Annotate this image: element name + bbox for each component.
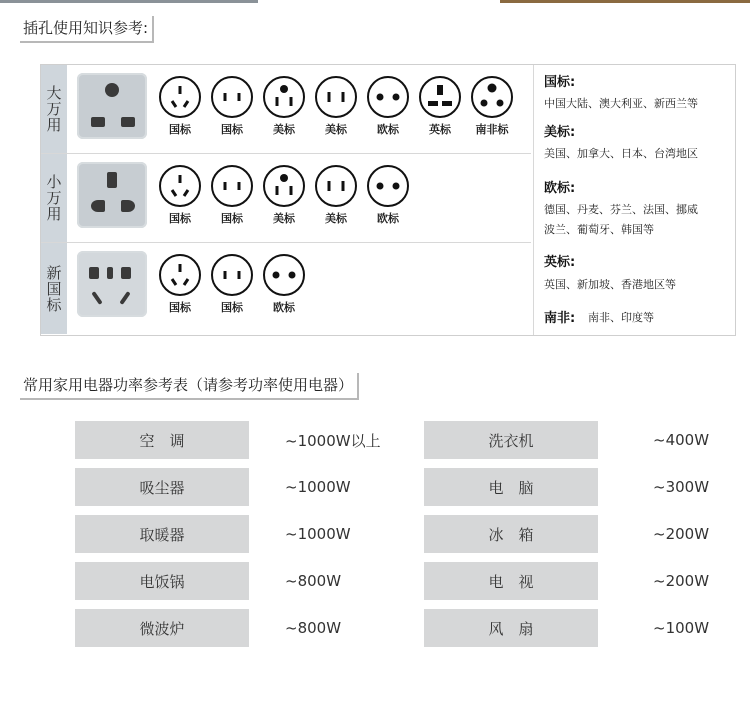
legend-title-gb: 国标: xyxy=(544,75,576,90)
socket-row-large-universal xyxy=(41,65,531,154)
plug-type-1 xyxy=(209,164,255,226)
plug-caption: 国标 xyxy=(169,301,191,314)
plug-type-2 xyxy=(261,75,307,137)
gb-plug-icon xyxy=(157,253,203,297)
appliance-power-left-2: ~1000W xyxy=(285,525,351,543)
plug-type-0 xyxy=(157,253,203,315)
plug-caption: 欧标 xyxy=(273,301,295,314)
legend-title-eu: 欧标: xyxy=(544,181,576,196)
plug-type-0 xyxy=(157,75,203,137)
legend-title-sa: 南非: xyxy=(544,311,576,326)
eu-plug-icon xyxy=(365,164,411,208)
appliance-name-right-2: 冰 箱 xyxy=(424,515,598,553)
appliance-power-right-1: ~300W xyxy=(653,478,710,496)
legend-desc-eu-1: 德国、丹麦、芬兰、法国、挪威 xyxy=(544,203,698,216)
plug-type-4 xyxy=(365,75,411,137)
plug-caption: 美标 xyxy=(325,123,347,136)
appliance-power-right-0: ~400W xyxy=(653,431,710,449)
gb-plug-icon xyxy=(157,164,203,208)
plug-standard-legend xyxy=(533,65,736,335)
gb-plug-icon xyxy=(209,164,255,208)
plug-caption: 南非标 xyxy=(475,123,509,136)
appliance-name-right-3: 电 视 xyxy=(424,562,598,600)
socket-guide-heading: 插孔使用知识参考: xyxy=(20,16,154,43)
appliance-power-left-0: ~1000W以上 xyxy=(285,431,381,450)
plug-type-0 xyxy=(157,164,203,226)
us-plug-icon xyxy=(261,75,307,119)
plug-caption: 国标 xyxy=(169,123,191,136)
universal-socket-image xyxy=(77,162,147,228)
appliance-power-left-3: ~800W xyxy=(285,572,342,590)
plug-type-2 xyxy=(261,253,307,315)
appliance-name-left-4: 微波炉 xyxy=(75,609,249,647)
power-table-heading: 常用家用电器功率参考表（请参考功率使用电器） xyxy=(20,373,359,400)
eu-plug-icon xyxy=(261,253,307,297)
appliance-name-left-0: 空 调 xyxy=(75,421,249,459)
top-photo-strip-left xyxy=(0,0,258,3)
legend-title-us: 美标: xyxy=(544,125,576,140)
plug-caption: 国标 xyxy=(169,212,191,225)
appliance-power-left-1: ~1000W xyxy=(285,478,351,496)
plug-caption: 英标 xyxy=(429,123,451,136)
gb-plug-icon xyxy=(209,253,255,297)
plug-caption: 美标 xyxy=(273,212,295,225)
universal-socket-image xyxy=(77,73,147,139)
plug-type-1 xyxy=(209,253,255,315)
legend-desc-us: 美国、加拿大、日本、台湾地区 xyxy=(544,147,698,160)
us-plug-icon xyxy=(261,164,307,208)
socket-row-new-national xyxy=(41,243,531,334)
plug-type-2 xyxy=(261,164,307,226)
legend-desc-eu-2: 波兰、葡萄牙、韩国等 xyxy=(544,223,654,236)
eu-plug-icon xyxy=(365,75,411,119)
appliance-power-right-2: ~200W xyxy=(653,525,710,543)
plug-type-4 xyxy=(365,164,411,226)
plug-caption: 美标 xyxy=(325,212,347,225)
appliance-name-left-2: 取暖器 xyxy=(75,515,249,553)
appliance-name-right-4: 风 扇 xyxy=(424,609,598,647)
plug-type-6 xyxy=(469,75,515,137)
appliance-power-left-4: ~800W xyxy=(285,619,342,637)
legend-desc-uk: 英国、新加坡、香港地区等 xyxy=(544,278,676,291)
gb-plug-icon xyxy=(209,75,255,119)
socket-guide-panel xyxy=(40,64,736,336)
appliance-power-right-4: ~100W xyxy=(653,619,710,637)
uk-plug-icon xyxy=(417,75,463,119)
plug-caption: 欧标 xyxy=(377,123,399,136)
plug-caption: 国标 xyxy=(221,123,243,136)
row-label: 新国标 xyxy=(41,243,67,334)
plug-caption: 美标 xyxy=(273,123,295,136)
sa-plug-icon xyxy=(469,75,515,119)
national-socket-image xyxy=(77,251,147,317)
gb-plug-icon xyxy=(157,75,203,119)
plug-type-1 xyxy=(209,75,255,137)
legend-desc-sa: 南非、印度等 xyxy=(588,311,654,324)
socket-row-small-universal xyxy=(41,154,531,243)
appliance-power-right-3: ~200W xyxy=(653,572,710,590)
us-plug-icon xyxy=(313,75,359,119)
appliance-name-right-1: 电 脑 xyxy=(424,468,598,506)
legend-desc-gb: 中国大陆、澳大利亚、新西兰等 xyxy=(544,97,698,110)
appliance-name-right-0: 洗衣机 xyxy=(424,421,598,459)
plug-type-3 xyxy=(313,164,359,226)
plug-caption: 国标 xyxy=(221,301,243,314)
legend-title-uk: 英标: xyxy=(544,255,576,270)
plug-type-3 xyxy=(313,75,359,137)
appliance-name-left-3: 电饭锅 xyxy=(75,562,249,600)
top-photo-strip-right xyxy=(500,0,750,3)
plug-caption: 欧标 xyxy=(377,212,399,225)
us-plug-icon xyxy=(313,164,359,208)
appliance-name-left-1: 吸尘器 xyxy=(75,468,249,506)
row-label: 小万用 xyxy=(41,154,67,242)
plug-caption: 国标 xyxy=(221,212,243,225)
row-label: 大万用 xyxy=(41,65,67,153)
plug-type-5 xyxy=(417,75,463,137)
